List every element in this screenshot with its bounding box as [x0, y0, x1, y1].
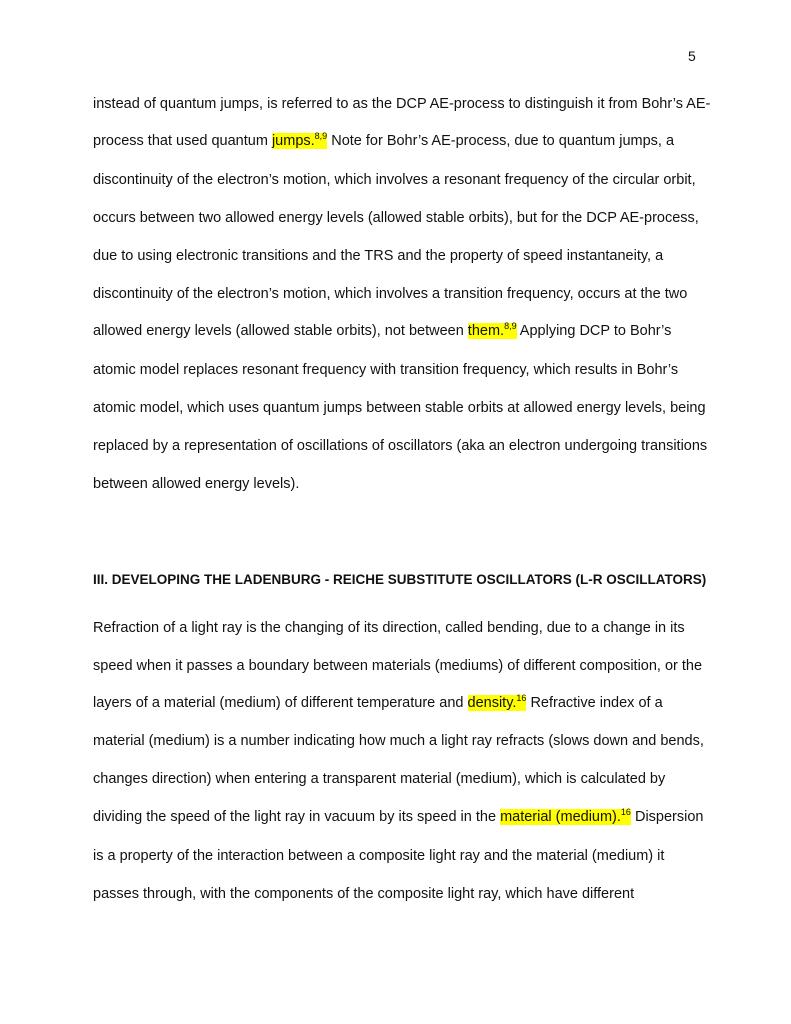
text-span: Note for Bohr’s AE-process, due to quantum jumps, a — [327, 133, 675, 149]
text-span: process that used quantum — [93, 133, 272, 149]
text-line: due to using electronic transitions and the TRS and the property of speed instantaneity, a — [93, 248, 664, 264]
text-line: atomic model, which uses quantum jumps between stable orbits at allowed energy levels, being — [93, 400, 706, 416]
text-line — [93, 693, 663, 713]
text-line: occurs between two allowed energy levels (allowed stable orbits), but for the DCP AE-process, — [93, 210, 699, 226]
text-span: Applying DCP to Bohr’s — [516, 323, 672, 339]
text-line — [93, 131, 674, 151]
text-line: instead of quantum jumps, is referred to as the DCP AE-process to distinguish it from Bohr’s AE- — [93, 96, 711, 112]
text-line: material (medium) is a number indicating how much a light ray refracts (slows down and bends, — [93, 733, 704, 749]
text-line: passes through, with the components of the composite light ray, which have different — [93, 886, 635, 902]
highlighted-word: jumps. — [271, 133, 315, 149]
text-line — [93, 321, 671, 341]
text-line: Refraction of a light ray is the changing of its direction, called bending, due to a change in its — [93, 620, 685, 636]
citation-superscript: 8,9 — [314, 131, 328, 142]
highlighted-text — [272, 133, 327, 149]
text-line: atomic model replaces resonant frequency with transition frequency, which results in Bohr’s — [93, 362, 679, 378]
citation-superscript: 16 — [620, 807, 631, 818]
page-number: 5 — [688, 48, 696, 64]
text-span: Dispersion — [630, 809, 704, 825]
text-line: between allowed energy levels). — [93, 476, 300, 492]
section-heading: III. DEVELOPING THE LADENBURG - REICHE SUBSTITUTE OSCILLATORS (L-R OSCILLATORS) — [93, 572, 707, 587]
text-line: discontinuity of the electron’s motion, which involves a transition frequency, occurs at the two — [93, 286, 688, 302]
highlighted-word: density. — [467, 695, 517, 711]
text-line: replaced by a representation of oscillations of oscillators (aka an electron undergoing transitions — [93, 438, 708, 454]
highlighted-text — [468, 695, 527, 711]
text-span: dividing the speed of the light ray in vacuum by its speed in the — [93, 809, 501, 825]
text-line: discontinuity of the electron’s motion, which involves a resonant frequency of the circular orbit, — [93, 172, 696, 188]
text-span: Refractive index of a — [526, 695, 663, 711]
text-line: is a property of the interaction between a composite light ray and the material (medium) it — [93, 848, 665, 864]
text-span: allowed energy levels (allowed stable orbits), not between — [93, 323, 468, 339]
highlighted-text — [468, 323, 517, 339]
text-line — [93, 807, 703, 827]
text-line: speed when it passes a boundary between materials (mediums) of different composition, or the — [93, 658, 703, 674]
text-line: changes direction) when entering a transparent material (medium), which is calculated by — [93, 771, 666, 787]
highlighted-text — [500, 809, 631, 825]
text-span: layers of a material (medium) of different temperature and — [93, 695, 468, 711]
highlighted-word: material (medium). — [500, 809, 621, 825]
citation-superscript: 8,9 — [504, 321, 517, 332]
citation-superscript: 16 — [516, 693, 527, 704]
highlighted-word: them. — [467, 323, 505, 339]
